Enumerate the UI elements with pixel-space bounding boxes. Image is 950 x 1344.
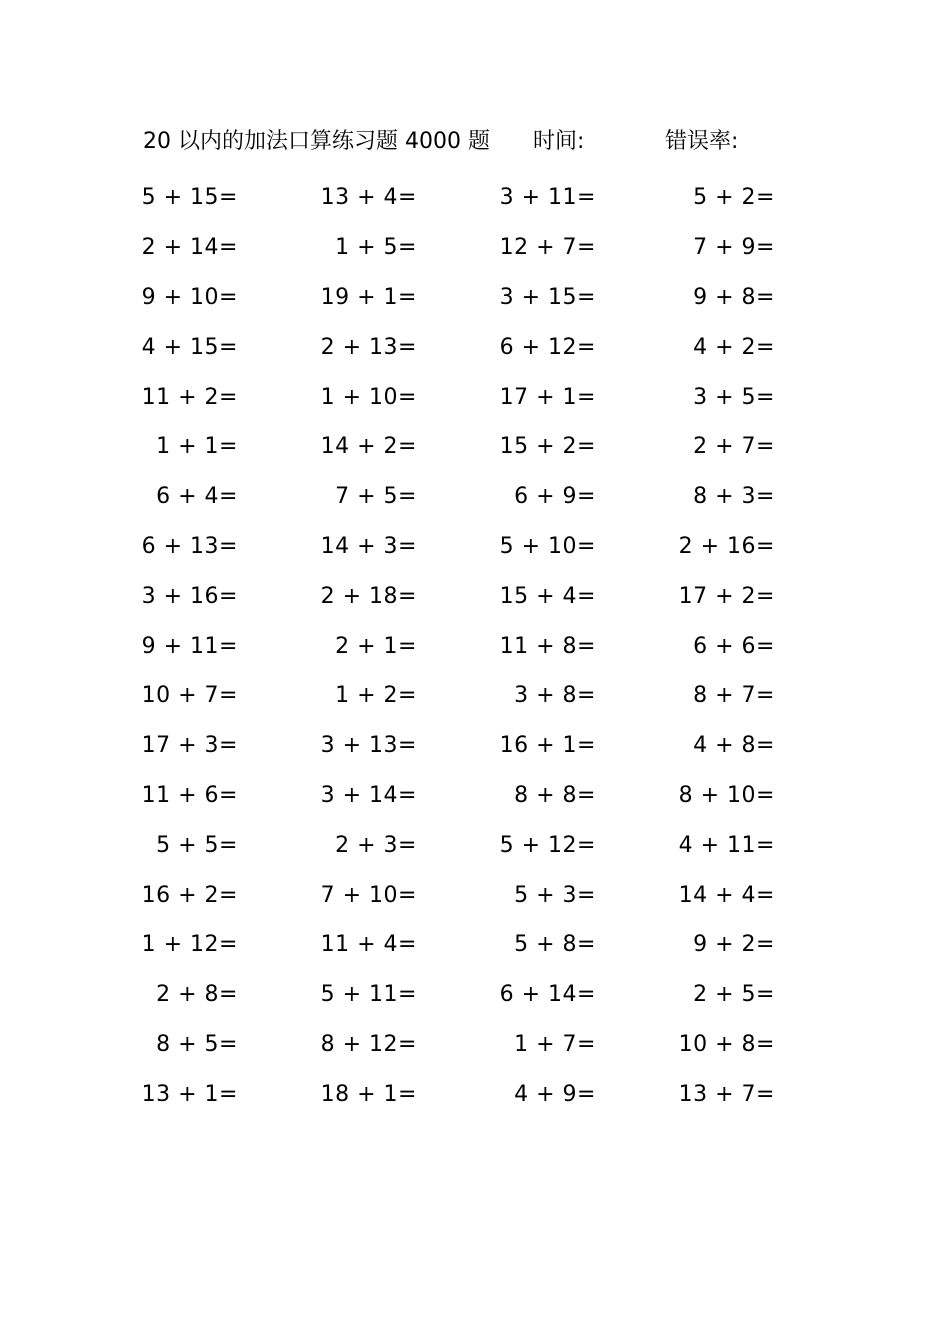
problem-row: [140, 970, 856, 1020]
problem-expression: 5 + 8=: [514, 932, 596, 958]
problem-expression: 1 + 5=: [335, 235, 417, 261]
problem-row: [140, 273, 856, 323]
problem-cell: [140, 434, 319, 459]
error-rate-label: 错误率:: [665, 129, 739, 154]
problem-cell: [498, 185, 677, 210]
problem-cell: [498, 335, 677, 360]
problem-cell: [498, 783, 677, 808]
problem-expression: 4 + 9=: [514, 1081, 596, 1107]
problem-cell: [140, 285, 319, 310]
problem-cell: [677, 683, 856, 708]
problem-expression: 2 + 13=: [320, 334, 417, 360]
problem-expression: 2 + 3=: [335, 832, 417, 858]
problem-expression: 5 + 5=: [156, 832, 238, 858]
problem-expression: 13 + 4=: [320, 185, 417, 211]
problem-cell: [140, 932, 319, 957]
problem-expression: 4 + 8=: [693, 733, 775, 759]
problem-expression: 10 + 8=: [678, 1031, 775, 1057]
problem-expression: 3 + 16=: [141, 583, 238, 609]
problem-expression: 2 + 1=: [335, 633, 417, 659]
problem-cell: [677, 1032, 856, 1057]
problem-cell: [677, 235, 856, 260]
problem-cell: [319, 733, 498, 758]
problem-cell: [498, 982, 677, 1007]
problem-row: [140, 322, 856, 372]
problem-row: [140, 1020, 856, 1070]
problem-grid: [140, 173, 856, 1119]
problem-cell: [498, 883, 677, 908]
problem-cell: [319, 982, 498, 1007]
problem-cell: [319, 185, 498, 210]
problem-cell: [319, 783, 498, 808]
problem-cell: [319, 833, 498, 858]
problem-expression: 6 + 13=: [141, 533, 238, 559]
problem-expression: 6 + 12=: [499, 334, 596, 360]
problem-expression: 5 + 2=: [693, 185, 775, 211]
problem-cell: [498, 683, 677, 708]
problem-row: [140, 820, 856, 870]
problem-cell: [498, 235, 677, 260]
problem-cell: [140, 1032, 319, 1057]
problem-expression: 6 + 6=: [693, 633, 775, 659]
problem-expression: 13 + 1=: [141, 1081, 238, 1107]
problem-expression: 5 + 15=: [141, 185, 238, 211]
problem-expression: 16 + 2=: [141, 882, 238, 908]
problem-cell: [319, 335, 498, 360]
problem-expression: 6 + 14=: [499, 982, 596, 1008]
problem-expression: 2 + 14=: [141, 235, 238, 261]
problem-cell: [319, 584, 498, 609]
problem-expression: 9 + 10=: [141, 284, 238, 310]
problem-cell: [319, 1082, 498, 1107]
problem-expression: 3 + 15=: [499, 284, 596, 310]
problem-row: [140, 372, 856, 422]
problem-expression: 1 + 7=: [514, 1031, 596, 1057]
problem-row: [140, 920, 856, 970]
problem-cell: [319, 1032, 498, 1057]
problem-expression: 15 + 4=: [499, 583, 596, 609]
problem-cell: [498, 1082, 677, 1107]
problem-row: [140, 472, 856, 522]
problem-cell: [140, 783, 319, 808]
problem-expression: 17 + 3=: [141, 733, 238, 759]
problem-cell: [677, 733, 856, 758]
problem-expression: 6 + 4=: [156, 484, 238, 510]
problem-cell: [140, 634, 319, 659]
problem-expression: 7 + 10=: [320, 882, 417, 908]
problem-expression: 14 + 4=: [678, 882, 775, 908]
problem-cell: [677, 932, 856, 957]
problem-cell: [319, 534, 498, 559]
problem-cell: [140, 235, 319, 260]
problem-expression: 2 + 5=: [693, 982, 775, 1008]
problem-cell: [498, 584, 677, 609]
problem-expression: 15 + 2=: [499, 434, 596, 460]
problem-expression: 7 + 5=: [335, 484, 417, 510]
problem-cell: [319, 634, 498, 659]
problem-expression: 2 + 8=: [156, 982, 238, 1008]
problem-expression: 5 + 12=: [499, 832, 596, 858]
problem-expression: 1 + 2=: [335, 683, 417, 709]
problem-cell: [319, 883, 498, 908]
problem-cell: [677, 185, 856, 210]
problem-cell: [140, 534, 319, 559]
worksheet-title: 20 以内的加法口算练习题 4000 题: [143, 129, 490, 154]
problem-expression: 11 + 2=: [141, 384, 238, 410]
problem-expression: 5 + 3=: [514, 882, 596, 908]
problem-cell: [498, 434, 677, 459]
problem-expression: 8 + 5=: [156, 1031, 238, 1057]
problem-cell: [677, 883, 856, 908]
problem-cell: [677, 484, 856, 509]
problem-cell: [140, 683, 319, 708]
problem-cell: [140, 385, 319, 410]
problem-cell: [677, 434, 856, 459]
problem-expression: 13 + 7=: [678, 1081, 775, 1107]
problem-cell: [498, 385, 677, 410]
problem-row: [140, 422, 856, 472]
problem-expression: 9 + 2=: [693, 932, 775, 958]
problem-cell: [319, 484, 498, 509]
problem-cell: [319, 385, 498, 410]
problem-cell: [677, 584, 856, 609]
problem-expression: 11 + 6=: [141, 782, 238, 808]
problem-expression: 4 + 15=: [141, 334, 238, 360]
problem-row: [140, 173, 856, 223]
problem-row: [140, 571, 856, 621]
problem-expression: 11 + 4=: [320, 932, 417, 958]
problem-expression: 2 + 16=: [678, 533, 775, 559]
problem-expression: 4 + 2=: [693, 334, 775, 360]
problem-expression: 12 + 7=: [499, 235, 596, 261]
problem-row: [140, 721, 856, 771]
problem-expression: 4 + 11=: [678, 832, 775, 858]
problem-expression: 10 + 7=: [141, 683, 238, 709]
problem-expression: 9 + 8=: [693, 284, 775, 310]
problem-expression: 7 + 9=: [693, 235, 775, 261]
problem-expression: 17 + 1=: [499, 384, 596, 410]
problem-cell: [498, 285, 677, 310]
problem-row: [140, 621, 856, 671]
problem-expression: 8 + 12=: [320, 1031, 417, 1057]
problem-cell: [140, 833, 319, 858]
problem-cell: [140, 883, 319, 908]
problem-cell: [319, 434, 498, 459]
problem-cell: [677, 534, 856, 559]
problem-cell: [498, 1032, 677, 1057]
problem-expression: 14 + 2=: [320, 434, 417, 460]
problem-cell: [319, 683, 498, 708]
problem-expression: 18 + 1=: [320, 1081, 417, 1107]
problem-cell: [140, 484, 319, 509]
problem-expression: 8 + 7=: [693, 683, 775, 709]
problem-cell: [677, 385, 856, 410]
problem-row: [140, 522, 856, 572]
problem-expression: 1 + 12=: [141, 932, 238, 958]
problem-cell: [319, 932, 498, 957]
problem-expression: 16 + 1=: [499, 733, 596, 759]
problem-expression: 11 + 8=: [499, 633, 596, 659]
problem-cell: [677, 982, 856, 1007]
problem-expression: 8 + 3=: [693, 484, 775, 510]
problem-expression: 6 + 9=: [514, 484, 596, 510]
problem-expression: 8 + 10=: [678, 782, 775, 808]
problem-expression: 2 + 18=: [320, 583, 417, 609]
problem-expression: 5 + 11=: [320, 982, 417, 1008]
problem-expression: 14 + 3=: [320, 533, 417, 559]
problem-cell: [140, 584, 319, 609]
problem-expression: 19 + 1=: [320, 284, 417, 310]
problem-expression: 8 + 8=: [514, 782, 596, 808]
problem-cell: [140, 185, 319, 210]
problem-expression: 1 + 10=: [320, 384, 417, 410]
problem-cell: [498, 833, 677, 858]
problem-expression: 17 + 2=: [678, 583, 775, 609]
problem-cell: [140, 733, 319, 758]
problem-cell: [677, 335, 856, 360]
problem-row: [140, 1069, 856, 1119]
problem-cell: [498, 634, 677, 659]
problem-cell: [498, 484, 677, 509]
problem-cell: [319, 235, 498, 260]
problem-cell: [677, 1082, 856, 1107]
problem-cell: [140, 982, 319, 1007]
problem-cell: [140, 1082, 319, 1107]
problem-cell: [677, 833, 856, 858]
problem-expression: 5 + 10=: [499, 533, 596, 559]
problem-expression: 3 + 13=: [320, 733, 417, 759]
problem-cell: [677, 783, 856, 808]
problem-cell: [140, 335, 319, 360]
time-label: 时间:: [533, 129, 585, 154]
problem-expression: 3 + 11=: [499, 185, 596, 211]
problem-cell: [498, 733, 677, 758]
problem-expression: 3 + 8=: [514, 683, 596, 709]
problem-row: [140, 223, 856, 273]
problem-expression: 1 + 1=: [156, 434, 238, 460]
problem-row: [140, 771, 856, 821]
problem-row: [140, 870, 856, 920]
problem-row: [140, 671, 856, 721]
problem-cell: [498, 534, 677, 559]
problem-cell: [677, 634, 856, 659]
problem-cell: [498, 932, 677, 957]
problem-cell: [677, 285, 856, 310]
problem-expression: 3 + 14=: [320, 782, 417, 808]
problem-expression: 3 + 5=: [693, 384, 775, 410]
problem-expression: 2 + 7=: [693, 434, 775, 460]
problem-cell: [319, 285, 498, 310]
problem-expression: 9 + 11=: [141, 633, 238, 659]
